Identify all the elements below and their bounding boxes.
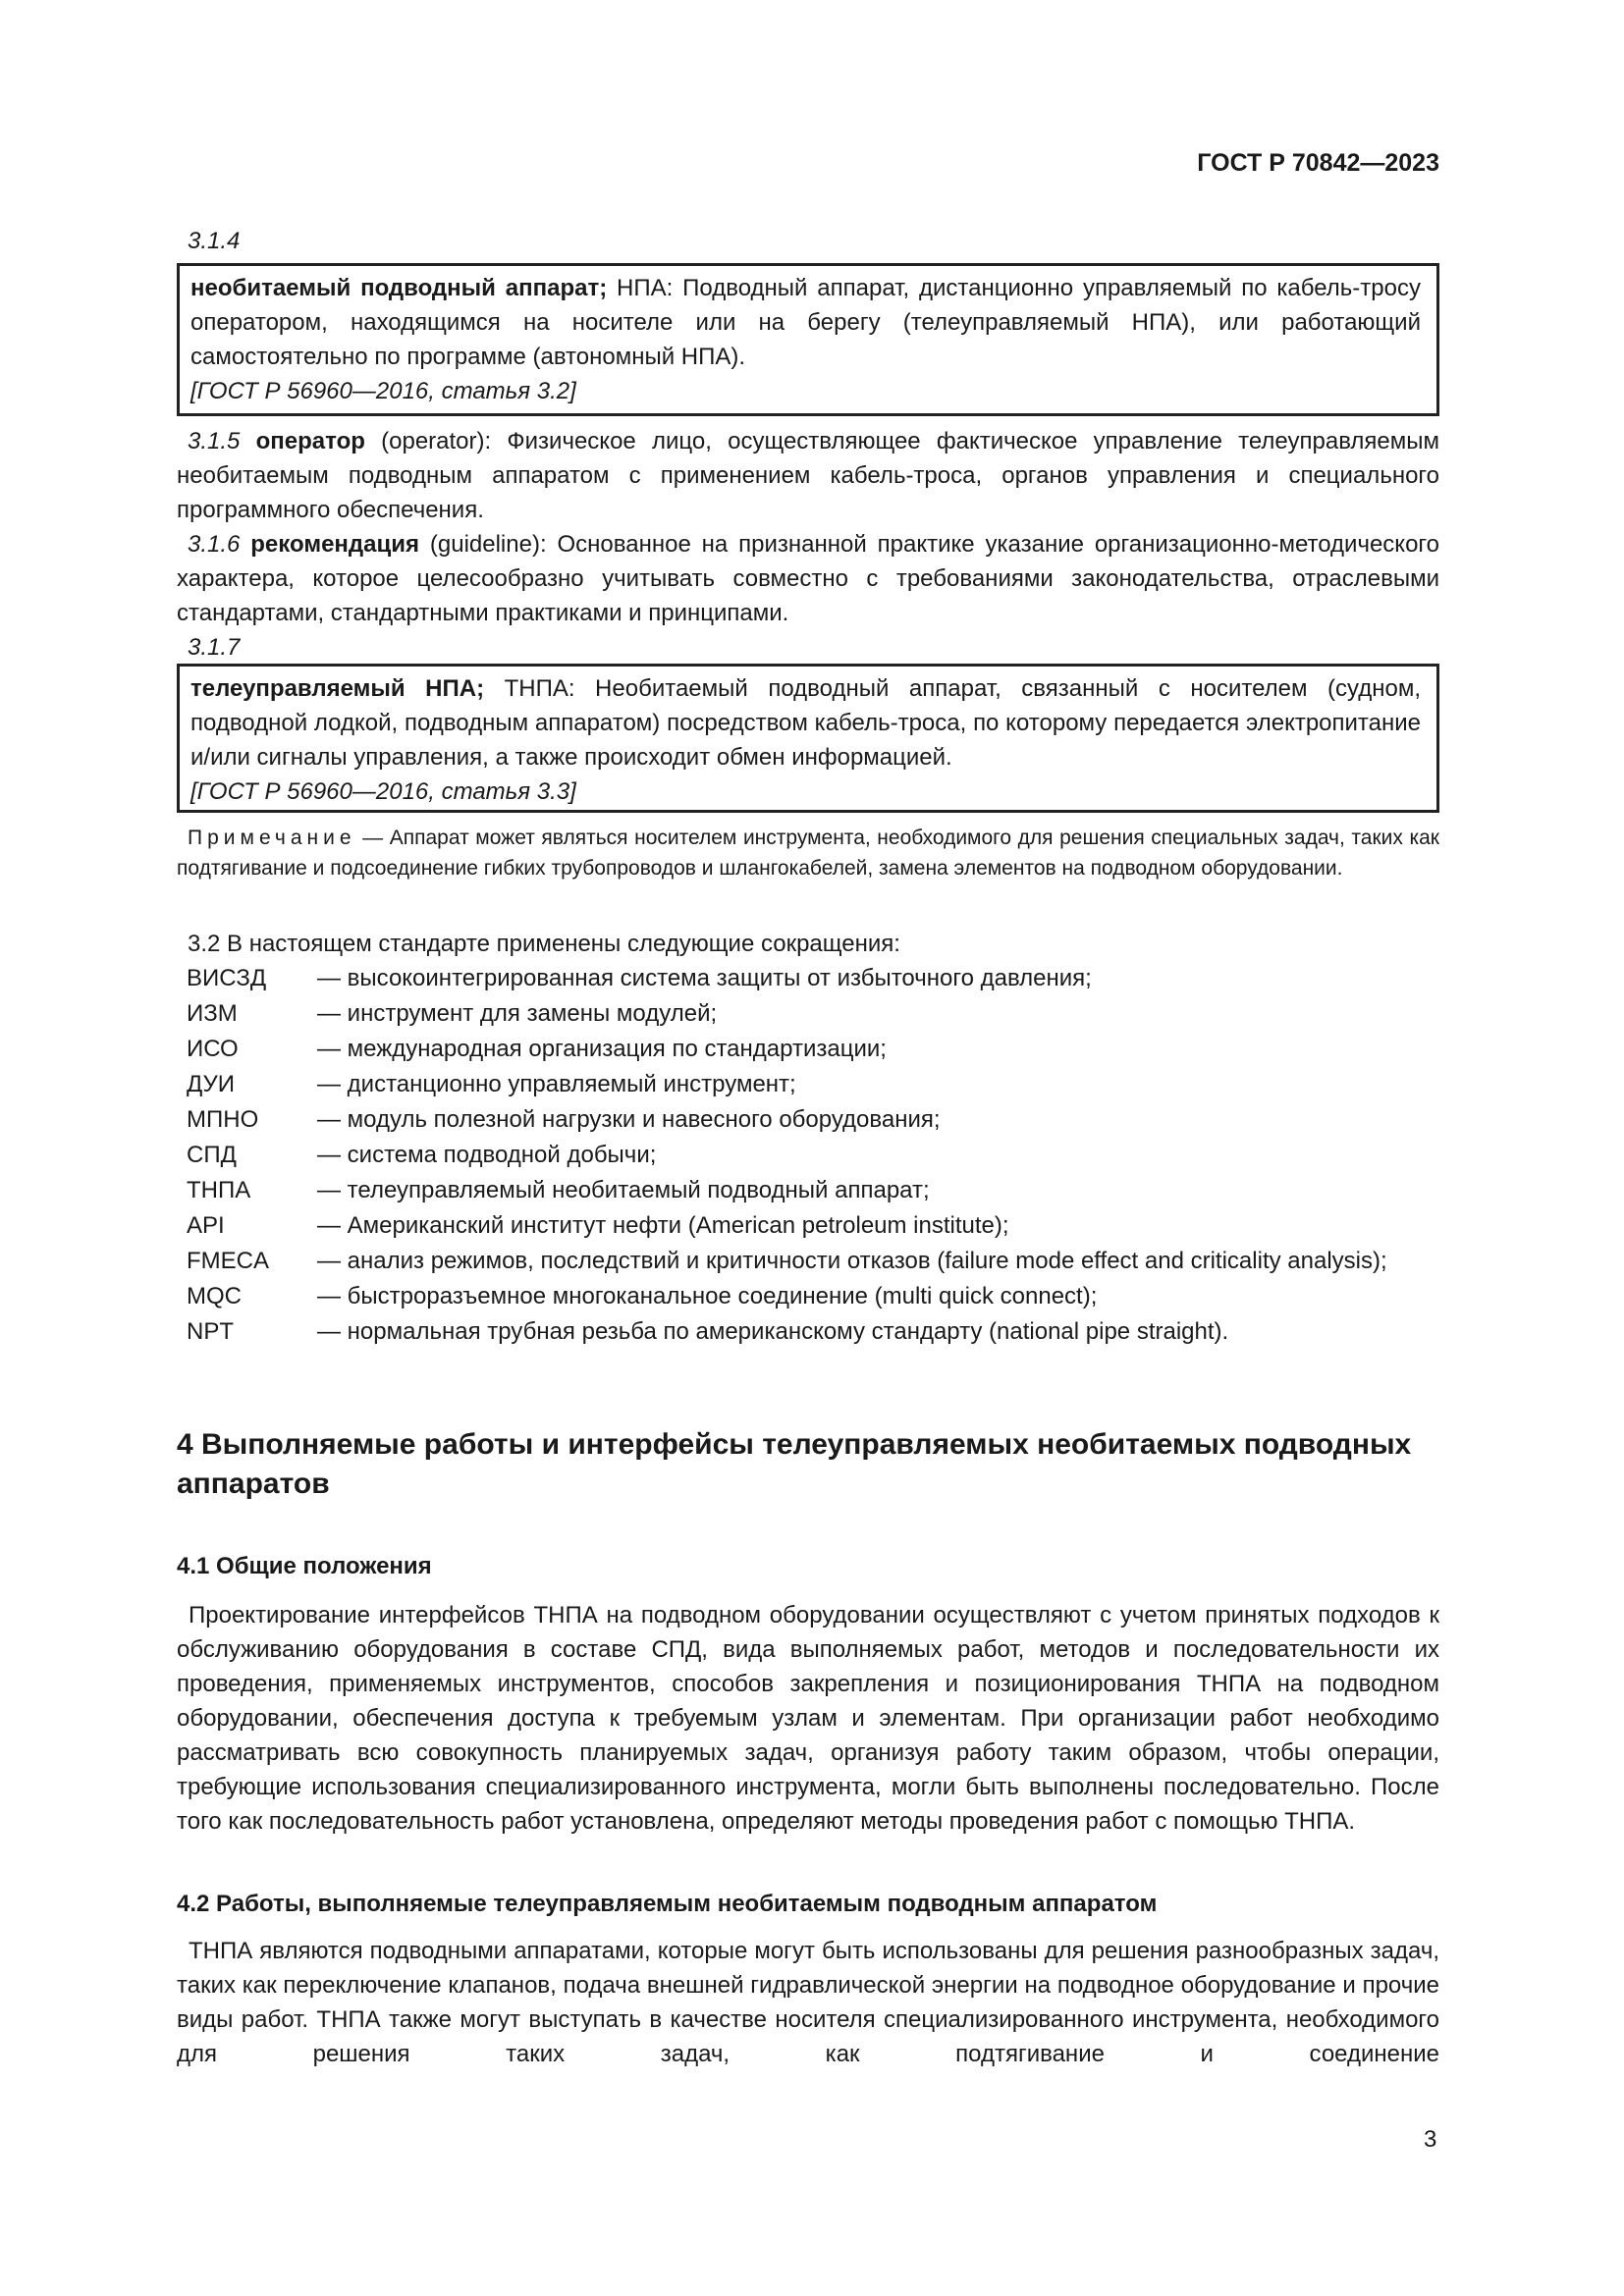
abbreviation-definition: — международная организация по стандартизации;	[317, 1036, 887, 1062]
abbreviations-intro: 3.2 В настоящем стандарте применены следующие сокращения:	[188, 931, 900, 957]
term-name: необитаемый подводный аппарат;	[190, 275, 608, 301]
abbreviation-definition: — дистанционно управляемый инструмент;	[317, 1071, 796, 1097]
abbreviation-definition: — высокоинтегрированная система защиты от избыточного давления;	[317, 965, 1092, 991]
abbreviations-section	[177, 927, 1439, 1350]
abbreviation-item	[177, 996, 1439, 1032]
abbreviation-definition: — телеуправляемый необитаемый подводный аппарат;	[317, 1177, 930, 1203]
note-text: — Аппарат может являться носителем инструмента, необходимого для решения специальных задач, таких как подтягивание и подсоединение гибких трубопроводов и шлангокабелей, замена элементов на подводном оборудовании.	[177, 827, 1439, 880]
abbreviation-item	[177, 1173, 1439, 1208]
term-source: [ГОСТ Р 56960—2016, статья 3.2]	[190, 378, 576, 404]
abbreviation-key: MQC	[187, 1283, 242, 1309]
abbreviations-list	[177, 961, 1439, 1350]
abbreviation-key: МПНО	[187, 1106, 259, 1133]
abbreviation-key: ИЗМ	[187, 1000, 238, 1027]
abbreviation-definition: — инструмент для замены модулей;	[317, 1000, 718, 1027]
abbreviation-definition: — быстроразъемное многоканальное соединение (multi quick connect);	[317, 1283, 1098, 1309]
page-number: 3	[1424, 2126, 1437, 2153]
term-3-1-4-box	[177, 263, 1439, 416]
abbreviation-item	[177, 1279, 1439, 1314]
paragraph: ТНПА являются подводными аппаратами, которые могут быть использованы для решения разнообразных задач, таких как переключение клапанов, подача внешней гидравлической энергии на подводное оборудование и прочие виды работ. ТНПА также могут выступать в качестве носителя специализированного инструмента, необходимого для решения таких задач, как подтягивание и соединение	[177, 1938, 1439, 2067]
term-text: (guideline): Основанное на признанной практике указание организационно-методического характера, которое целесообразно учитывать совместно с требованиями законодательства, отраслевыми стандартами, стандартными практиками и принципами.	[177, 531, 1439, 626]
abbreviation-key: NPT	[187, 1318, 234, 1345]
abbreviation-definition: — нормальная трубная резьба по американскому стандарту (national pipe straight).	[317, 1318, 1229, 1345]
section-4-1-heading: 4.1 Общие положения	[177, 1553, 432, 1579]
term-3-1-7-box	[177, 664, 1439, 813]
note-label: Примечание	[188, 827, 356, 849]
abbreviation-key: ВИСЗД	[187, 965, 267, 991]
abbreviation-item	[177, 1102, 1439, 1138]
term-number: 3.1.5	[188, 428, 241, 454]
abbreviation-item	[177, 961, 1439, 996]
term-definition	[190, 671, 1421, 774]
abbreviation-key: ИСО	[187, 1036, 239, 1062]
abbreviation-key: ТНПА	[187, 1177, 251, 1203]
term-source: [ГОСТ Р 56960—2016, статья 3.3]	[190, 778, 576, 805]
abbreviation-item	[177, 1244, 1439, 1279]
abbreviation-item	[177, 1032, 1439, 1067]
term-3-1-4-number	[177, 224, 1439, 258]
abbreviation-definition: — Американский институт нефти (American petroleum institute);	[317, 1212, 1009, 1239]
paragraph: Проектирование интерфейсов ТНПА на подводном оборудовании осуществляют с учетом принятых подходов к обслуживанию оборудования в составе СПД, вида выполняемых работ, методов и последовательности их проведения, применяемых инструментов, способов закрепления и позиционирования ТНПА на подводном оборудовании, обеспечения доступа к требуемым узлам и элементам. При организации работ необходимо рассматривать всю совокупность планируемых задач, организуя работу таким образом, чтобы операции, требующие использования специализированного инструмента, могли быть выполнены последовательно. После того как последовательность работ установлена, определяют методы проведения работ с помощью ТНПА.	[177, 1602, 1439, 1835]
document-header: ГОСТ Р 70842—2023	[1197, 149, 1439, 177]
section-4-1-text	[177, 1598, 1439, 1839]
abbreviation-item	[177, 1138, 1439, 1173]
abbreviation-key: FMECA	[187, 1248, 269, 1274]
term-number: 3.1.7	[188, 634, 241, 661]
abbreviation-definition: — модуль полезной нагрузки и навесного оборудования;	[317, 1106, 941, 1133]
term-definition	[190, 271, 1421, 374]
term-number: 3.1.6	[188, 531, 241, 558]
abbreviation-definition: — система подводной добычи;	[317, 1142, 657, 1168]
section-4-heading: 4 Выполняемые работы и интерфейсы телеуправляемых необитаемых подводных аппаратов	[177, 1428, 1412, 1500]
term-name: рекомендация	[250, 531, 420, 558]
abbreviation-item	[177, 1067, 1439, 1102]
term-text: ТНПА: Необитаемый подводный аппарат, связанный с носителем (судном, подводной лодкой, подводным аппаратом) посредством кабель-троса, по которому передается электропитание и/или сигналы управления, а также происходит обмен информацией.	[190, 675, 1421, 771]
term-text: (operator): Физическое лицо, осуществляющее фактическое управление телеуправляемым необитаемым подводным аппаратом с применением кабель-троса, органов управления и специального программного обеспечения.	[177, 428, 1439, 523]
abbreviation-key: API	[187, 1212, 225, 1239]
section-4-2-text	[177, 1934, 1439, 2071]
section-4-2-heading: 4.2 Работы, выполняемые телеуправляемым необитаемым подводным аппаратом	[177, 1891, 1158, 1917]
term-name: телеуправляемый НПА;	[190, 675, 485, 702]
abbreviation-key: ДУИ	[187, 1071, 236, 1097]
abbreviation-item	[177, 1314, 1439, 1350]
abbreviation-key: СПД	[187, 1142, 237, 1168]
note	[177, 823, 1439, 883]
abbreviation-definition: — анализ режимов, последствий и критичности отказов (failure mode effect and criticality analysis);	[317, 1248, 1387, 1274]
abbreviation-item	[177, 1208, 1439, 1244]
term-text: НПА: Подводный аппарат, дистанционно управляемый по кабель-тросу оператором, находящимся на носителе или на берегу (телеуправляемый НПА), или работающий самостоятельно по программе (автономный НПА).	[190, 275, 1421, 370]
term-name: оператор	[255, 428, 365, 454]
term-number: 3.1.4	[188, 228, 241, 254]
term-3-1-5	[177, 424, 1439, 665]
